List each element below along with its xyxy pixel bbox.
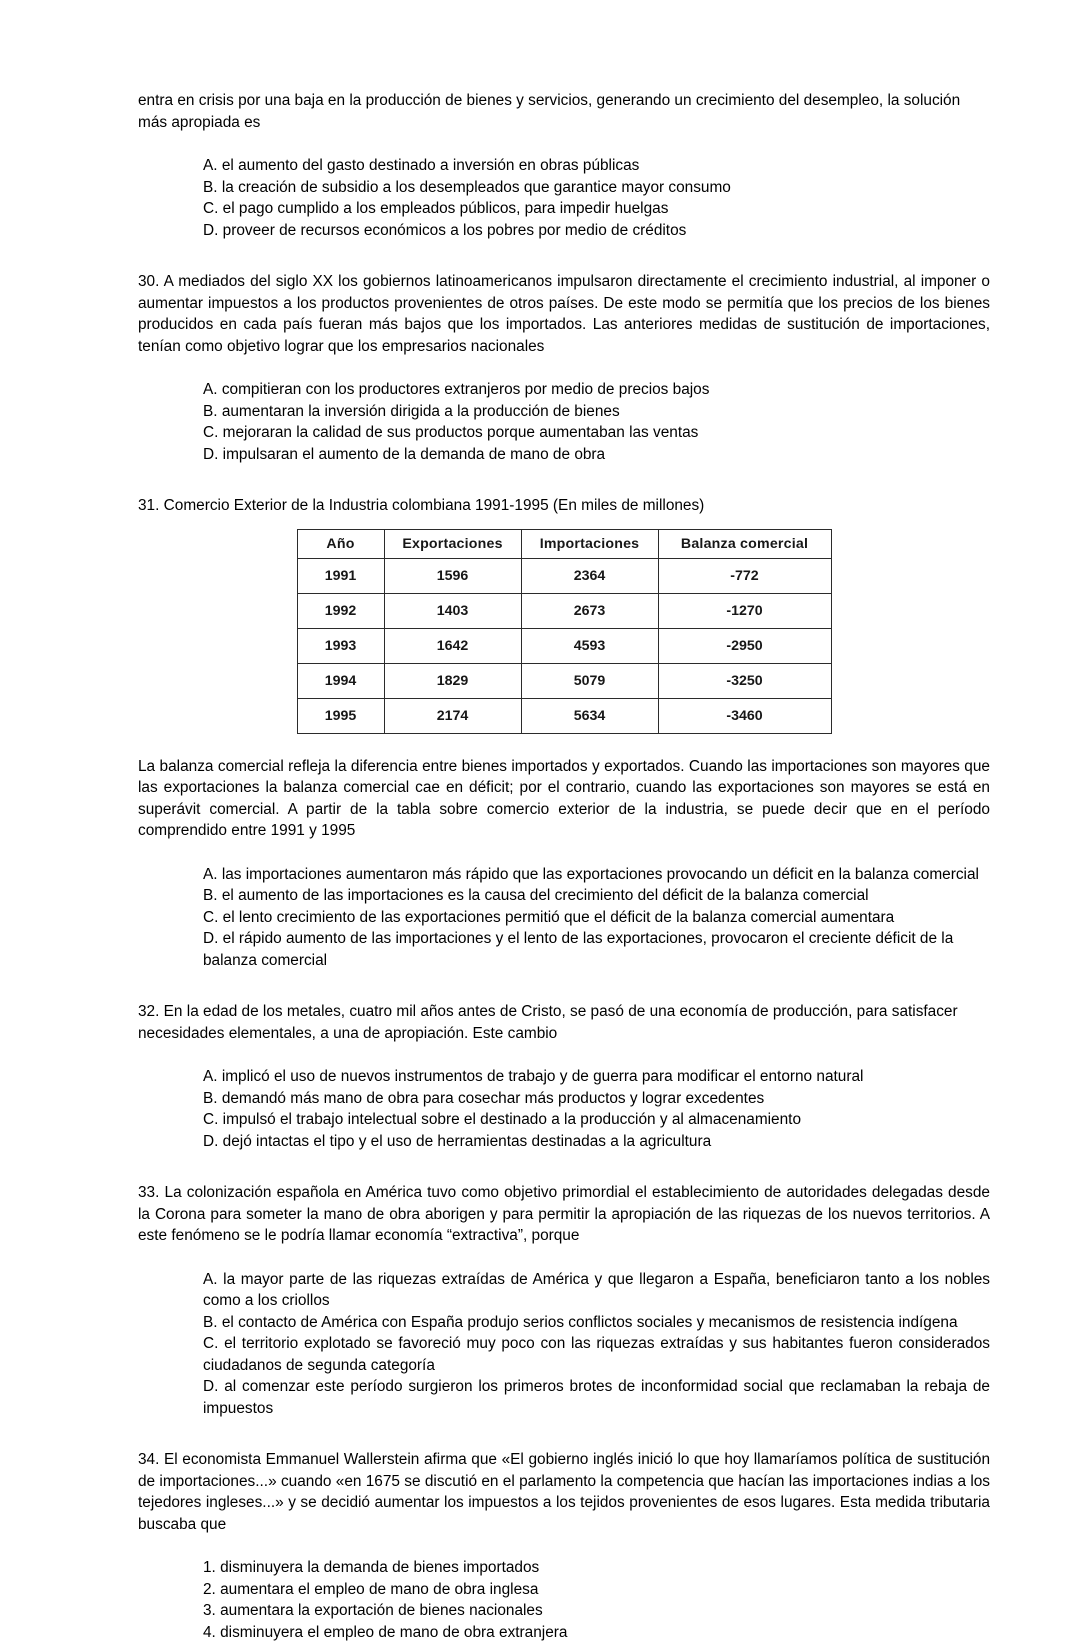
table-row [297, 663, 831, 698]
cell-year: 1995 [297, 698, 384, 733]
cell-exports: 1829 [384, 663, 521, 698]
option-item[interactable]: A. el aumento del gasto destinado a inversión en obras públicas [203, 157, 640, 174]
cell-year: 1991 [297, 558, 384, 593]
spacer [138, 465, 990, 495]
option-item[interactable]: C. el territorio explotado se favoreció muy poco con las riquezas extraídas y sus habitantes fueron considerados ciudadanos de segunda categoría [203, 1335, 990, 1374]
cell-imports: 4593 [521, 628, 658, 663]
question-33-options [138, 1269, 990, 1420]
option-item[interactable]: C. el pago cumplido a los empleados públicos, para impedir huelgas [203, 200, 669, 217]
cell-imports: 5634 [521, 698, 658, 733]
table-body [297, 558, 831, 733]
cell-exports: 1642 [384, 628, 521, 663]
spacer [138, 133, 990, 155]
cell-exports: 2174 [384, 698, 521, 733]
option-item[interactable]: 3. aumentara la exportación de bienes nacionales [203, 1602, 543, 1619]
spacer [138, 1044, 990, 1066]
option-item[interactable]: A. la mayor parte de las riquezas extraídas de América y que llegaron a España, beneficiaron tanto a los nobles como a los criollos [203, 1270, 990, 1309]
spacer [138, 1247, 990, 1269]
column-header-year: Año [297, 529, 384, 558]
question-33-stem: 33. La colonización española en América tuvo como objetivo primordial el establecimiento de autoridades delegadas desde la Corona para someter la mano de obra aborigen y para permitir la apropiación de las riquezas de los nuevos territorios. A este fenómeno se le podría llamar economía “extractiva”, porque [138, 1184, 990, 1244]
option-item[interactable]: D. dejó intactas el tipo y el uso de herramientas destinadas a la agricultura [203, 1132, 712, 1150]
cell-year: 1993 [297, 628, 384, 663]
option-item[interactable]: C. el lento crecimiento de las exportaciones permitió que el déficit de la balanza comercial aumentara [203, 908, 895, 926]
cell-balance: -2950 [658, 628, 831, 663]
question-32-options [138, 1066, 990, 1152]
question-32-stem: 32. En la edad de los metales, cuatro mil años antes de Cristo, se pasó de una economía de producción, para satisfacer necesidades elementales, a una de apropiación. Este cambio [138, 1003, 958, 1042]
table-header-row [297, 529, 831, 558]
cell-balance: -3460 [658, 698, 831, 733]
cell-year: 1994 [297, 663, 384, 698]
option-item[interactable]: 4. disminuyera el empleo de mano de obra extranjera [203, 1623, 568, 1641]
option-item[interactable]: B. la creación de subsidio a los desempleados que garantice mayor consumo [203, 178, 731, 196]
spacer [138, 1419, 990, 1449]
option-item[interactable]: B. demandó más mano de obra para cosechar más productos y lograr excedentes [203, 1089, 765, 1107]
option-item[interactable]: B. aumentaran la inversión dirigida a la producción de bienes [203, 402, 620, 420]
option-item[interactable]: 1. disminuyera la demanda de bienes importados [203, 1559, 540, 1576]
spacer [138, 241, 990, 271]
page-content [138, 90, 990, 1643]
table-header [297, 529, 831, 558]
cell-balance: -772 [658, 558, 831, 593]
cell-year: 1992 [297, 593, 384, 628]
trade-table-container [138, 529, 990, 734]
option-item[interactable]: B. el aumento de las importaciones es la causa del crecimiento del déficit de la balanza comercial [203, 887, 869, 904]
spacer [138, 842, 990, 864]
question-34-options [138, 1557, 990, 1643]
option-item[interactable]: D. impulsaran el aumento de la demanda de mano de obra [203, 445, 606, 463]
spacer [138, 1152, 990, 1182]
question-31-title: 31. Comercio Exterior de la Industria colombiana 1991-1995 (En miles de millones) [138, 497, 705, 514]
cell-balance: -3250 [658, 663, 831, 698]
option-item[interactable]: B. el contacto de América con España produjo serios conflictos sociales y mecanismos de resistencia indígena [203, 1313, 958, 1331]
option-item[interactable]: D. el rápido aumento de las importaciones y el lento de las exportaciones, provocaron el creciente déficit de la balanza comercial [203, 930, 954, 969]
table-row [297, 593, 831, 628]
question-30-options [138, 379, 990, 465]
option-item[interactable]: D. al comenzar este período surgieron los primeros brotes de inconformidad social que reclamaban la rebaja de impuestos [203, 1378, 990, 1417]
trade-balance-table [297, 529, 832, 734]
question-29-options [138, 155, 990, 241]
option-item[interactable]: A. compitieran con los productores extranjeros por medio de precios bajos [203, 381, 710, 398]
option-item[interactable]: 2. aumentara el empleo de mano de obra inglesa [203, 1580, 539, 1598]
cell-balance: -1270 [658, 593, 831, 628]
spacer [138, 971, 990, 1001]
cell-exports: 1596 [384, 558, 521, 593]
table-row [297, 558, 831, 593]
column-header-trade-balance: Balanza comercial [658, 529, 831, 558]
option-item[interactable]: C. mejoraran la calidad de sus productos porque aumentaban las ventas [203, 424, 699, 441]
spacer [138, 734, 990, 756]
question-29-stem: entra en crisis por una baja en la producción de bienes y servicios, generando un crecimiento del desempleo, la solución más apropiada es [138, 92, 961, 131]
question-34-stem: 34. El economista Emmanuel Wallerstein afirma que «El gobierno inglés inició lo que hoy llamaríamos política de sustitución de importaciones...» cuando «en 1675 se discutió en el parlamento la competencia que hacían las importaciones indias a los tejedores ingleses...» y se decidió aumentar los impuestos a los tejidos provenientes de esos lugares. Esta medida tributaria buscaba que [138, 1451, 990, 1533]
cell-imports: 2364 [521, 558, 658, 593]
question-30-stem: 30. A mediados del siglo XX los gobiernos latinoamericanos impulsaron directamente el crecimiento industrial, al imponer o aumentar impuestos a los productos provenientes de otros países. De este modo se permitía que los precios de los bienes producidos en cada país fueran más bajos que los importados. Las anteriores medidas de sustitución de importaciones, tenían como objetivo lograr que los empresarios nacionales [138, 273, 990, 355]
column-header-imports: Importaciones [521, 529, 658, 558]
table-row [297, 628, 831, 663]
option-item[interactable]: A. implicó el uso de nuevos instrumentos de trabajo y de guerra para modificar el entorno natural [203, 1068, 864, 1085]
question-31-stem: La balanza comercial refleja la diferencia entre bienes importados y exportados. Cuando las importaciones son mayores que las exportaciones la balanza comercial cae en déficit; por el contrario, cuando las exportaciones son mayores se está en superávit comercial. A partir de la tabla sobre comercio exterior de la industria, se puede decir que en el período comprendido entre 1991 y 1995 [138, 757, 990, 839]
option-item[interactable]: C. impulsó el trabajo intelectual sobre el destinado a la producción y al almacenamiento [203, 1111, 802, 1128]
option-item[interactable]: D. proveer de recursos económicos a los pobres por medio de créditos [203, 221, 687, 239]
cell-exports: 1403 [384, 593, 521, 628]
cell-imports: 2673 [521, 593, 658, 628]
spacer [138, 357, 990, 379]
spacer [138, 1535, 990, 1557]
question-31-options [138, 864, 990, 972]
option-item[interactable]: A. las importaciones aumentaron más rápido que las exportaciones provocando un déficit en la balanza comercial [203, 865, 979, 883]
table-row [297, 698, 831, 733]
cell-imports: 5079 [521, 663, 658, 698]
column-header-exports: Exportaciones [384, 529, 521, 558]
